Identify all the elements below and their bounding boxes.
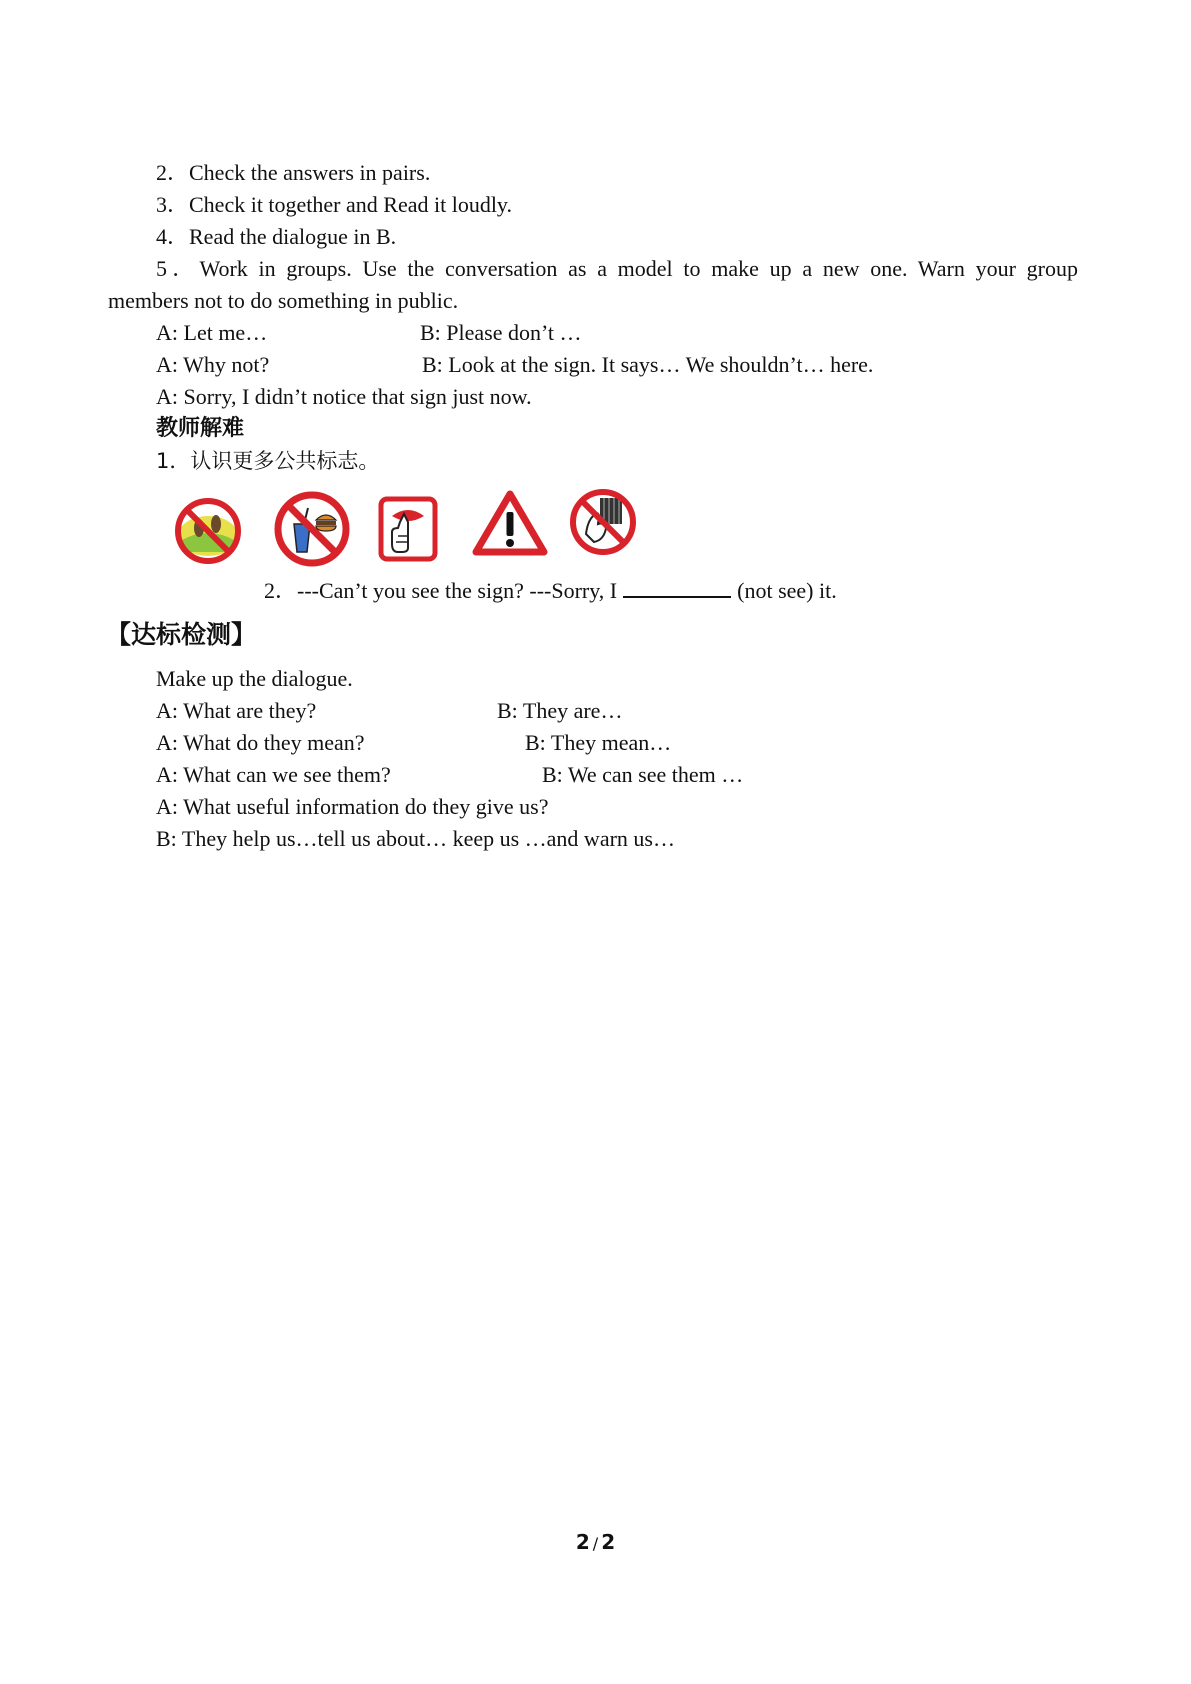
dialogue-a3: A: Sorry, I didn’t notice that sign just now. — [156, 384, 532, 409]
page-separator: / — [592, 1534, 599, 1553]
answer-blank[interactable] — [623, 576, 731, 598]
dialogue-b2: B: Look at the sign. It says… We shouldn’t… here. — [422, 352, 874, 377]
check-b3: B: We can see them … — [542, 762, 744, 787]
no-walking-on-grass-icon — [172, 496, 244, 566]
step-5-line-1: 5．Work in groups. Use the conversation as a model to make up a new one. Warn your group — [156, 256, 1078, 281]
check-b2: B: They mean… — [525, 730, 672, 755]
teacher-section-title: 教师解难 — [156, 416, 245, 441]
page-total: 2 — [601, 1530, 616, 1554]
page-current: 2 — [575, 1530, 590, 1554]
teacher-item-2 — [264, 576, 837, 606]
check-b1: B: They are… — [497, 698, 623, 723]
dialogue-a1: A: Let me… — [156, 320, 268, 345]
step-5-line-2: members not to do something in public. — [108, 288, 459, 313]
keep-quiet-icon — [378, 496, 438, 562]
check-a3: A: What can we see them? — [156, 762, 391, 787]
warning-icon — [472, 488, 548, 558]
step-3: 3．Check it together and Read it loudly. — [156, 192, 512, 217]
teacher-item-2-hint: (not see) it. — [737, 578, 837, 603]
teacher-item-2-question: 2．---Can’t you see the sign? ---Sorry, I — [264, 578, 618, 603]
check-a2: A: What do they mean? — [156, 730, 365, 755]
step-2: 2．Check the answers in pairs. — [156, 160, 431, 185]
check-intro: Make up the dialogue. — [156, 666, 353, 691]
dialogue-b1: B: Please don’t … — [420, 320, 582, 345]
check-b4: B: They help us…tell us about… keep us …and warn us… — [156, 826, 675, 851]
check-section-title: 【达标检测】 — [106, 620, 257, 649]
do-not-touch-icon — [568, 488, 638, 556]
teacher-item-1: 1．认识更多公共标志。 — [156, 449, 380, 473]
page-number — [0, 1530, 1191, 1554]
no-food-drink-icon — [272, 490, 352, 568]
dialogue-a2: A: Why not? — [156, 352, 270, 377]
check-a1: A: What are they? — [156, 698, 317, 723]
check-a4: A: What useful information do they give us? — [156, 794, 549, 819]
step-4: 4．Read the dialogue in B. — [156, 224, 397, 249]
